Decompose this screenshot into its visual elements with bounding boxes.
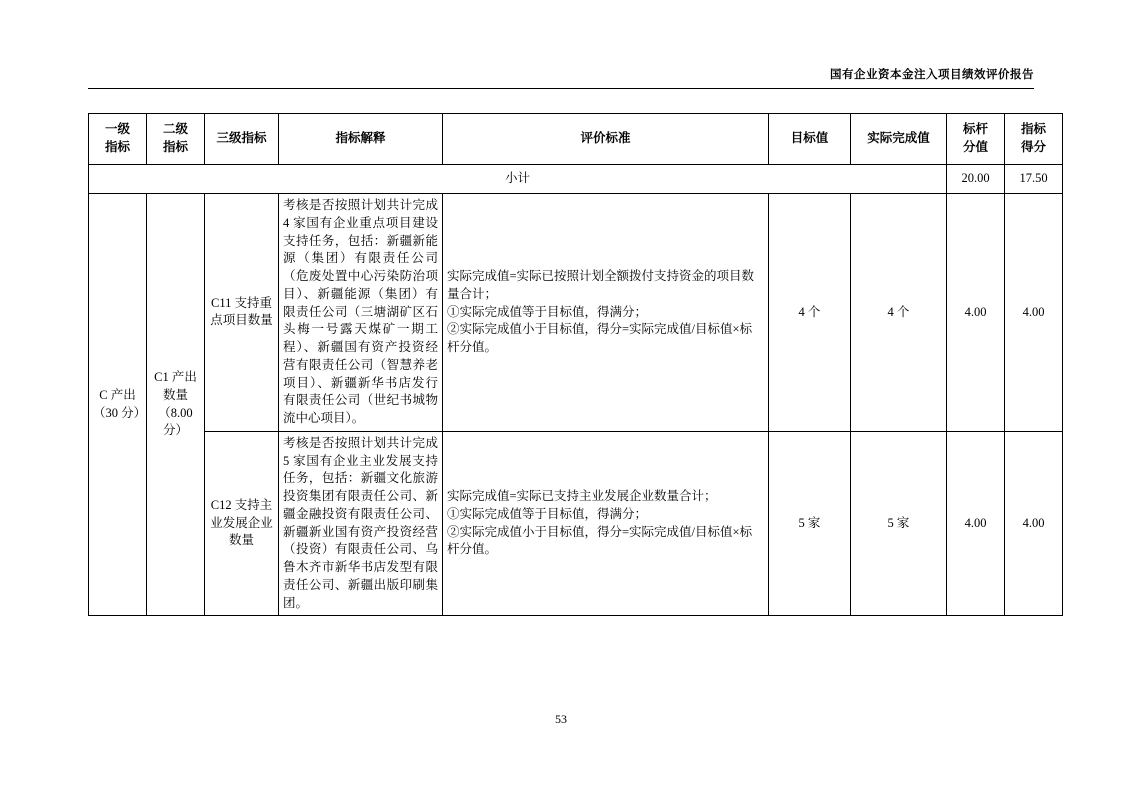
subtotal-score: 17.50 bbox=[1005, 165, 1063, 194]
level1-indicator: C 产出（30 分） bbox=[89, 194, 147, 616]
col-header-actual: 实际完成值 bbox=[851, 114, 947, 165]
subtotal-label: 小计 bbox=[89, 165, 947, 194]
indicator-score: 4.00 bbox=[1005, 431, 1063, 616]
col-header-score bbox=[1005, 114, 1063, 165]
col-header-level1-line2: 指标 bbox=[104, 140, 130, 154]
subtotal-benchmark: 20.00 bbox=[947, 165, 1005, 194]
page-number: 53 bbox=[555, 712, 567, 726]
col-header-target: 目标值 bbox=[769, 114, 851, 165]
table-header-row bbox=[89, 114, 1063, 165]
col-header-criteria: 评价标准 bbox=[443, 114, 769, 165]
target-value: 4 个 bbox=[769, 194, 851, 432]
actual-value: 4 个 bbox=[851, 194, 947, 432]
col-header-level1-line1: 一级 bbox=[104, 122, 130, 137]
level3-indicator: C11 支持重点项目数量 bbox=[205, 194, 279, 432]
col-header-benchmark-line1: 标杆 bbox=[962, 122, 988, 137]
actual-value: 5 家 bbox=[851, 431, 947, 616]
col-header-explanation: 指标解释 bbox=[279, 114, 443, 165]
col-header-benchmark-line2: 分值 bbox=[962, 140, 988, 154]
col-header-score-line1: 指标 bbox=[1020, 122, 1046, 137]
target-value: 5 家 bbox=[769, 431, 851, 616]
criteria-line: ②实际完成值小于目标值，得分=实际完成值/目标值×标杆分值。 bbox=[447, 524, 753, 557]
col-header-level2-line2: 指标 bbox=[162, 140, 188, 154]
indicator-explanation: 考核是否按照计划共计完成 5 家国有企业主业发展支持任务，包括：新疆文化旅游投资集团有限责任公司、新疆金融投资有限责任公司、新疆新业国有资产投资经营（投资）有限责任公司、乌鲁木齐市新华书店发型有限责任公司、新疆出版印刷集团。 bbox=[279, 431, 443, 616]
performance-indicator-table bbox=[88, 113, 1063, 616]
col-header-level2 bbox=[147, 114, 205, 165]
criteria-line: ②实际完成值小于目标值，得分=实际完成值/目标值×标杆分值。 bbox=[447, 322, 753, 354]
running-header: 国有企业资本金注入项目绩效评价报告 bbox=[830, 69, 1034, 81]
col-header-level3: 三级指标 bbox=[205, 114, 279, 165]
evaluation-criteria bbox=[443, 194, 769, 432]
level3-indicator: C12 支持主业发展企业数量 bbox=[205, 431, 279, 616]
evaluation-criteria bbox=[443, 431, 769, 616]
benchmark-score: 4.00 bbox=[947, 194, 1005, 432]
indicator-explanation: 考核是否按照计划共计完成 4 家国有企业重点项目建设支持任务，包括：新疆新能源（集团）有限责任公司（危废处置中心污染防治项目）、新疆能源（集团）有限责任公司（三塘湖矿区石头梅一号露天煤矿一期工程）、新疆国有资产投资经营有限责任公司（智慧养老项目）、新疆新华书店发行有限责任公司（世纪书城物流中心项目）。 bbox=[279, 194, 443, 432]
col-header-level2-line1: 二级 bbox=[162, 122, 188, 137]
criteria-line: 实际完成值=实际已支持主业发展企业数量合计； bbox=[447, 489, 717, 503]
col-header-score-line2: 得分 bbox=[1020, 140, 1046, 154]
table-row bbox=[89, 431, 1063, 616]
table-row bbox=[89, 194, 1063, 432]
indicator-score: 4.00 bbox=[1005, 194, 1063, 432]
col-header-benchmark bbox=[947, 114, 1005, 165]
criteria-line: ①实际完成值等于目标值，得满分； bbox=[447, 506, 648, 521]
level2-indicator: C1 产出数量（8.00 分） bbox=[147, 194, 205, 616]
header-rule bbox=[88, 88, 1034, 89]
criteria-line: 实际完成值=实际已按照计划全额拨付支持资金的项目数量合计； bbox=[447, 269, 755, 301]
criteria-line: ①实际完成值等于目标值，得满分； bbox=[447, 304, 648, 319]
benchmark-score: 4.00 bbox=[947, 431, 1005, 616]
col-header-level1 bbox=[89, 114, 147, 165]
subtotal-row bbox=[89, 165, 1063, 194]
